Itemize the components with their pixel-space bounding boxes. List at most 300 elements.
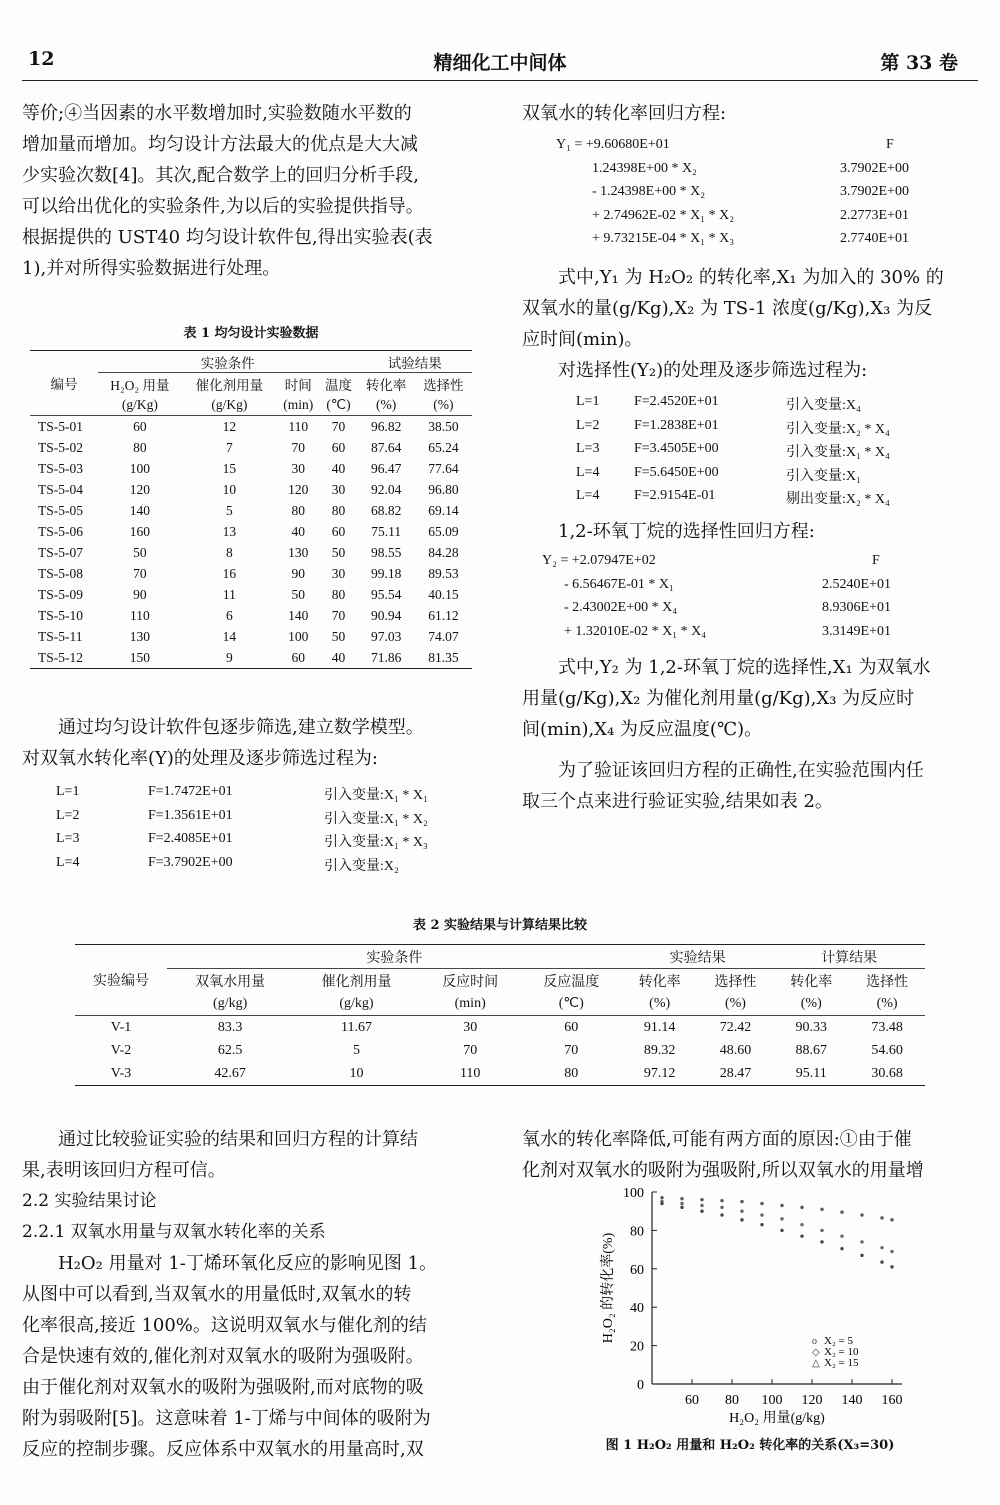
text-line: 合是快速有效的,催化剂对双氧水的吸附为强吸附。 [22, 1346, 424, 1367]
table-cell: 130 [129, 628, 150, 644]
data-point [890, 1250, 893, 1253]
section-heading: 2.2 实验结果讨论 [22, 1191, 157, 1211]
eq-term-row [542, 624, 972, 648]
x-tick-label: 80 [725, 1393, 739, 1408]
text-line: 应时间(min)。 [522, 329, 643, 350]
text-line: 根据提供的 UST40 均匀设计软件包,得出实验表(表 [22, 227, 433, 248]
table-cell: 110 [459, 1065, 481, 1081]
table-cell: TS-5-09 [38, 586, 83, 602]
table-cell: 120 [288, 481, 309, 497]
data-point [800, 1206, 803, 1209]
data-point [880, 1246, 883, 1249]
eq-term: - 6.56467E-01 * X₁ [564, 576, 674, 592]
figure-1-chart [580, 1182, 920, 1442]
table-cell: 50 [331, 628, 346, 644]
col-unit: (g/Kg) [121, 396, 158, 412]
table-cell: 60 [331, 523, 346, 539]
table-cell: TS-5-03 [38, 460, 83, 476]
col-id-header: 实验编号 [93, 974, 149, 989]
eq-term-row [542, 577, 972, 601]
step-cell: 引入变量:X₂ [324, 858, 399, 874]
step-cell: F=3.4505E+00 [634, 441, 719, 456]
table-cell: 150 [129, 649, 150, 665]
data-point [720, 1199, 723, 1202]
col-id-header: 编号 [50, 377, 78, 392]
table-cell: 7 [226, 439, 233, 455]
text-line: 附为弱吸附[5]。这意味着 1-丁烯与中间体的吸附为 [22, 1408, 431, 1429]
data-point [720, 1206, 723, 1209]
text-line: 式中,Y₂ 为 1,2-环氧丁烷的选择性,X₁ 为双氧水 [558, 657, 931, 678]
table-cell: 95.11 [795, 1065, 827, 1081]
table-cell: 10 [222, 481, 237, 497]
data-point [880, 1260, 883, 1263]
eq-f-value: 3.7902E+00 [840, 184, 909, 199]
eq-f-value: 8.9306E+01 [822, 600, 891, 615]
page-number: 12 [28, 48, 55, 70]
col-unit: (℃) [558, 996, 584, 1011]
text-line: 双氧水的量(g/Kg),X₂ 为 TS-1 浓度(g/Kg),X₃ 为反 [522, 298, 933, 319]
table-cell: 96.82 [370, 418, 402, 434]
table-cell: 77.64 [428, 460, 459, 476]
table-cell: 120 [129, 481, 150, 497]
text-line: 少实验次数[4]。其次,配合数学上的回归分析手段, [22, 165, 419, 186]
eq-term: + 1.32010E-02 * X₁ * X₄ [564, 623, 707, 639]
table-cell: 91.14 [643, 1019, 676, 1035]
col-unit: (%) [376, 396, 397, 412]
table-cell: 11 [222, 586, 236, 602]
data-point [780, 1204, 783, 1207]
step-cell: F=1.3561E+01 [148, 807, 233, 823]
table-row [75, 1062, 925, 1086]
table-cell: 50 [133, 544, 147, 560]
table-cell: TS-5-02 [38, 439, 83, 455]
group-calc: 计算结果 [773, 945, 925, 969]
step-cell: 剔出变量:X₂ * X₄ [786, 492, 890, 507]
eq-term: + 9.73215E-04 * X₁ * X₃ [592, 231, 735, 246]
text-line: 化率很高,接近 100%。这说明双氧水与催化剂的结 [22, 1315, 427, 1336]
volume-label: 第 33 卷 [880, 52, 958, 74]
table-cell: TS-5-04 [38, 481, 83, 497]
right-paragraph-3 [522, 516, 982, 547]
y-tick-label: 100 [623, 1186, 644, 1201]
text-line: 从图中可以看到,当双氧水的用量低时,双氧水的转 [22, 1284, 412, 1305]
table-cell: 74.07 [428, 628, 459, 644]
step-cell: 引入变量:X₁ * X₁ [324, 788, 428, 803]
table-cell: TS-5-01 [38, 418, 83, 434]
table-cell: 96.80 [428, 481, 459, 497]
table-cell: 97.12 [643, 1065, 676, 1081]
step-cell: L=1 [576, 394, 600, 409]
right-top-title [522, 98, 982, 129]
data-point [760, 1213, 763, 1216]
step-cell: F=2.4085E+01 [148, 831, 233, 846]
col-header: 转化率 [638, 974, 681, 990]
table-cell: 96.47 [370, 460, 402, 476]
col-header: 选择性 [866, 974, 909, 990]
figure-1-caption: 图 1 H₂O₂ 用量和 H₂O₂ 转化率的关系(X₃=30) [605, 1438, 895, 1453]
step-cell: L=3 [576, 441, 600, 456]
x-tick-label: 120 [801, 1393, 823, 1408]
eq-term: 1.24398E+00 * X₂ [592, 160, 697, 176]
col-header: 转化率 [790, 974, 833, 990]
table-cell: 130 [288, 544, 309, 560]
text-line: 由于催化剂对双氧水的吸附为强吸附,而对底物的吸 [22, 1377, 424, 1398]
text-line: 可以给出优化的实验条件,为以后的实验提供指导。 [22, 196, 424, 217]
table-cell: 11.67 [341, 1019, 372, 1035]
table2 [75, 944, 925, 1086]
legend-marker: △ [812, 1358, 820, 1369]
table-cell: 62.5 [217, 1042, 243, 1058]
table-cell: 69.14 [428, 502, 459, 518]
data-point [800, 1234, 803, 1237]
data-point [780, 1229, 783, 1232]
table-cell: 40 [331, 649, 346, 665]
data-point [890, 1218, 893, 1221]
col-unit: (g/kg) [339, 995, 374, 1011]
legend-entry: X₂ = 15 [824, 1357, 859, 1369]
step-cell: F=2.9154E-01 [634, 488, 716, 503]
data-point [680, 1206, 683, 1209]
col-unit: (℃) [326, 396, 351, 412]
table-cell: 99.18 [370, 565, 402, 581]
table-cell: 80 [331, 502, 346, 518]
table-row [30, 500, 472, 521]
table-cell: 75.11 [371, 523, 402, 539]
legend-entry: X₂ = 5 [824, 1335, 853, 1347]
table-cell: 61.12 [428, 607, 459, 623]
data-point [660, 1196, 663, 1199]
table-row [75, 1039, 925, 1062]
steps-y [56, 784, 476, 878]
col-header: 反应时间 [442, 974, 499, 990]
text-line: 间(min),X₄ 为反应温度(℃)。 [522, 719, 763, 740]
table-cell: 13 [222, 523, 237, 539]
step-cell: L=1 [56, 784, 80, 799]
x-tick-label: 140 [841, 1393, 863, 1408]
table-cell: 73.48 [871, 1019, 903, 1035]
data-point [840, 1234, 843, 1237]
y-tick-label: 60 [630, 1262, 644, 1278]
table-cell: V-2 [110, 1042, 132, 1058]
data-point [700, 1210, 703, 1213]
table-cell: 100 [288, 628, 309, 644]
text-line: 氧水的转化率降低,可能有两方面的原因:①由于催 [522, 1129, 912, 1150]
table-cell: 60 [133, 418, 147, 434]
table-cell: 6 [226, 607, 233, 623]
step-cell: L=4 [576, 488, 600, 503]
table-cell: 89.32 [643, 1042, 676, 1058]
data-point [890, 1265, 893, 1268]
text-line: 1,2-环氧丁烷的选择性回归方程: [558, 521, 815, 542]
table-cell: 80 [331, 586, 346, 602]
eq-term-row [542, 600, 972, 624]
data-point [740, 1200, 743, 1203]
table-cell: 15 [222, 460, 237, 476]
equation-1 [556, 137, 976, 255]
col-unit: (%) [876, 995, 898, 1011]
eq-term-row [556, 161, 976, 185]
data-point [740, 1218, 743, 1221]
table-row [30, 458, 472, 479]
right-paragraph-1 [522, 262, 982, 386]
table-cell: 97.03 [370, 628, 402, 644]
table-row [30, 563, 472, 584]
table-cell: 50 [331, 544, 346, 560]
table-cell: 9 [226, 649, 233, 665]
text-line: 取三个点来进行验证实验,结果如表 2。 [522, 791, 833, 812]
eq-term-row [556, 231, 976, 255]
table-cell: 50 [291, 586, 305, 602]
table-cell: 30 [291, 460, 305, 476]
table-row [30, 416, 472, 438]
table-cell: 30 [331, 565, 346, 581]
eq-f-value: 2.2773E+01 [840, 207, 909, 223]
table-cell: 92.04 [370, 481, 402, 497]
step-cell: 引入变量:X₁ * X₂ [324, 811, 428, 827]
table-cell: TS-5-12 [38, 649, 83, 665]
table-row [30, 626, 472, 647]
col-unit: (%) [724, 995, 746, 1011]
data-point [860, 1254, 863, 1257]
table-row [30, 521, 472, 542]
eq-f-value: 3.7902E+00 [840, 160, 909, 176]
text-line: 等价;④当因素的水平数增加时,实验数随水平数的 [22, 103, 412, 124]
y-axis-label: H₂O₂ 的转化率(%) [601, 1232, 616, 1344]
table-cell: 89.53 [428, 565, 459, 581]
eq-f-value: 2.5240E+01 [822, 576, 891, 592]
legend-marker: ◇ [812, 1347, 820, 1358]
right-paragraph-4 [522, 652, 982, 817]
data-point [780, 1217, 783, 1220]
data-point [820, 1229, 823, 1232]
data-point [820, 1208, 823, 1211]
step-cell: 引入变量:X₁ * X₃ [324, 835, 428, 850]
table-cell: 40.15 [428, 586, 459, 602]
table-cell: TS-5-11 [38, 628, 83, 644]
col-header: 时间 [284, 377, 312, 393]
table-cell: 70 [331, 607, 346, 623]
text-line: 为了验证该回归方程的正确性,在实验范围内任 [558, 760, 924, 781]
left-bottom-section [22, 1124, 482, 1465]
table-cell: 70 [291, 439, 305, 455]
text-line: 1),并对所得实验数据进行处理。 [22, 258, 281, 279]
text-line: 对双氧水转化率(Y)的处理及逐步筛选过程为: [22, 748, 378, 769]
eq-f-label: F [886, 137, 894, 152]
col-header: 催化剂用量 [195, 377, 264, 393]
table-cell: TS-5-06 [38, 523, 83, 539]
table-cell: 90.33 [795, 1019, 828, 1035]
table2-caption: 表 2 实验结果与计算结果比较 [412, 918, 588, 933]
table-cell: 10 [349, 1065, 364, 1081]
x-tick-label: 160 [881, 1393, 903, 1408]
col-unit: (g/kg) [213, 995, 248, 1011]
data-point [800, 1223, 803, 1226]
step-row [576, 394, 976, 418]
header-rule [22, 80, 978, 81]
col-header: 选择性 [423, 377, 464, 393]
table-cell: 87.64 [370, 439, 402, 455]
legend-entry: X₂ = 10 [824, 1346, 859, 1358]
text-line: 双氧水的转化率回归方程: [522, 103, 727, 124]
table-cell: 48.60 [719, 1042, 752, 1058]
table-cell: 90.94 [370, 607, 402, 623]
table-cell: 70 [463, 1042, 478, 1058]
table-cell: 83.3 [217, 1019, 243, 1035]
data-point [880, 1216, 883, 1219]
table-cell: TS-5-10 [38, 607, 83, 623]
table-cell: 98.55 [370, 544, 402, 560]
col-header: H₂O₂ 用量 [110, 377, 170, 393]
group-conditions: 实验条件 [167, 945, 622, 969]
table-cell: 30 [463, 1019, 478, 1035]
col-unit: (g/Kg) [211, 396, 248, 412]
data-point [740, 1210, 743, 1213]
x-tick-label: 60 [685, 1393, 699, 1408]
step-cell: 引入变量:X₁ [786, 468, 861, 484]
table-cell: TS-5-07 [38, 544, 83, 560]
table-cell: 16 [222, 565, 237, 581]
step-cell: F=1.2838E+01 [634, 417, 719, 433]
table1-caption: 表 1 均匀设计实验数据 [183, 326, 319, 341]
data-point [860, 1240, 863, 1243]
step-row [56, 855, 476, 879]
step-row [576, 465, 976, 489]
table-cell: 70 [331, 418, 346, 434]
table-cell: TS-5-08 [38, 565, 83, 581]
table-cell: 140 [129, 502, 150, 518]
eq-term: - 2.43002E+00 * X₄ [564, 600, 678, 615]
table1 [30, 350, 472, 669]
data-point [700, 1198, 703, 1201]
steps-y2 [576, 394, 976, 512]
text-line: 通过均匀设计软件包逐步筛选,建立数学模型。 [58, 717, 424, 738]
table-cell: 65.24 [428, 439, 459, 455]
col-unit: (%) [800, 995, 822, 1011]
data-point [760, 1223, 763, 1226]
table-cell: 68.82 [370, 502, 402, 518]
text-line: 果,表明该回归方程可信。 [22, 1160, 226, 1181]
table-row [30, 605, 472, 626]
table-cell: 8 [226, 544, 233, 560]
table-cell: V-1 [110, 1019, 132, 1035]
col-header: 转化率 [365, 377, 407, 393]
table-cell: 40 [331, 460, 346, 476]
table-cell: 5 [352, 1042, 360, 1058]
legend-marker: o [812, 1336, 817, 1347]
table-cell: 90 [133, 586, 147, 602]
table-cell: 71.86 [370, 649, 402, 665]
table-row [30, 542, 472, 563]
table-cell: 95.54 [370, 586, 402, 602]
table-cell: 5 [226, 502, 233, 518]
col-header: 反应温度 [543, 974, 600, 990]
table-cell: 65.09 [428, 523, 459, 539]
table-cell: 42.67 [214, 1065, 246, 1081]
table-cell: 81.35 [428, 649, 459, 665]
col-header: 选择性 [714, 974, 757, 990]
col-header: 双氧水用量 [195, 974, 266, 990]
eq-term: - 1.24398E+00 * X₂ [592, 184, 706, 199]
table-cell: 80 [564, 1065, 579, 1081]
step-row [56, 784, 476, 808]
data-point [840, 1210, 843, 1213]
step-cell: 引入变量:X₁ * X₄ [786, 445, 890, 460]
table-cell: 38.50 [428, 418, 459, 434]
text-line: 化剂对双氧水的吸附为强吸附,所以双氧水的用量增 [522, 1160, 924, 1181]
step-row [576, 488, 976, 512]
table-cell: 110 [130, 607, 150, 623]
table-cell: 12 [222, 418, 237, 434]
table-cell: 140 [288, 607, 309, 623]
x-tick-label: 100 [761, 1393, 783, 1408]
table-cell: TS-5-05 [38, 502, 83, 518]
subsection-heading: 2.2.1 双氧水用量与双氧水转化率的关系 [22, 1222, 326, 1242]
step-row [56, 831, 476, 855]
step-cell: 引入变量:X₂ * X₄ [786, 421, 890, 437]
data-point [700, 1204, 703, 1207]
table-cell: 160 [129, 523, 150, 539]
group-results: 试验结果 [358, 351, 472, 373]
col-unit: (min) [454, 995, 486, 1011]
group-conditions: 实验条件 [98, 351, 358, 373]
y-tick-label: 0 [637, 1378, 644, 1393]
table-cell: 30.68 [871, 1065, 903, 1081]
text-line: 通过比较验证实验的结果和回归方程的计算结 [58, 1129, 418, 1150]
eq-f-value: 2.7740E+01 [840, 231, 909, 246]
table-cell: 88.67 [795, 1042, 828, 1058]
table-cell: 28.47 [719, 1065, 752, 1081]
table-cell: 72.42 [719, 1019, 752, 1035]
table-cell: 90 [291, 565, 305, 581]
table-row [30, 584, 472, 605]
step-row [576, 418, 976, 442]
y-tick-label: 20 [630, 1339, 644, 1355]
data-point [680, 1197, 683, 1200]
data-point [860, 1213, 863, 1216]
table-row [75, 1016, 925, 1040]
table-cell: 70 [564, 1042, 579, 1058]
step-cell: L=4 [576, 464, 600, 480]
journal-title: 精细化工中间体 [433, 52, 567, 74]
table-cell: 100 [129, 460, 150, 476]
data-point [760, 1202, 763, 1205]
table-cell: V-3 [110, 1065, 132, 1081]
table-cell: 84.28 [428, 544, 459, 560]
y-tick-label: 80 [630, 1224, 644, 1240]
text-line: H₂O₂ 用量对 1-丁烯环氧化反应的影响见图 1。 [58, 1253, 438, 1274]
step-cell: F=3.7902E+00 [148, 854, 233, 870]
data-point [720, 1213, 723, 1216]
eq-term-row [556, 184, 976, 208]
y-tick-label: 40 [630, 1301, 644, 1317]
data-point [680, 1202, 683, 1205]
step-cell: L=2 [576, 417, 600, 433]
text-line: 反应的控制步骤。反应体系中双氧水的用量高时,双 [22, 1439, 424, 1460]
table-cell: 110 [288, 418, 309, 434]
step-cell: L=3 [56, 831, 80, 846]
text-line: 对选择性(Y₂)的处理及逐步筛选过程为: [558, 360, 868, 381]
eq-f-value: 3.3149E+01 [822, 623, 891, 639]
data-point [840, 1247, 843, 1250]
step-cell: F=1.7472E+01 [148, 784, 233, 799]
step-row [576, 441, 976, 465]
table-cell: 60 [331, 439, 346, 455]
col-header: 温度 [325, 377, 352, 393]
table-row [30, 437, 472, 458]
col-unit: (min) [283, 396, 314, 412]
table-row [30, 647, 472, 669]
table-row [30, 479, 472, 500]
